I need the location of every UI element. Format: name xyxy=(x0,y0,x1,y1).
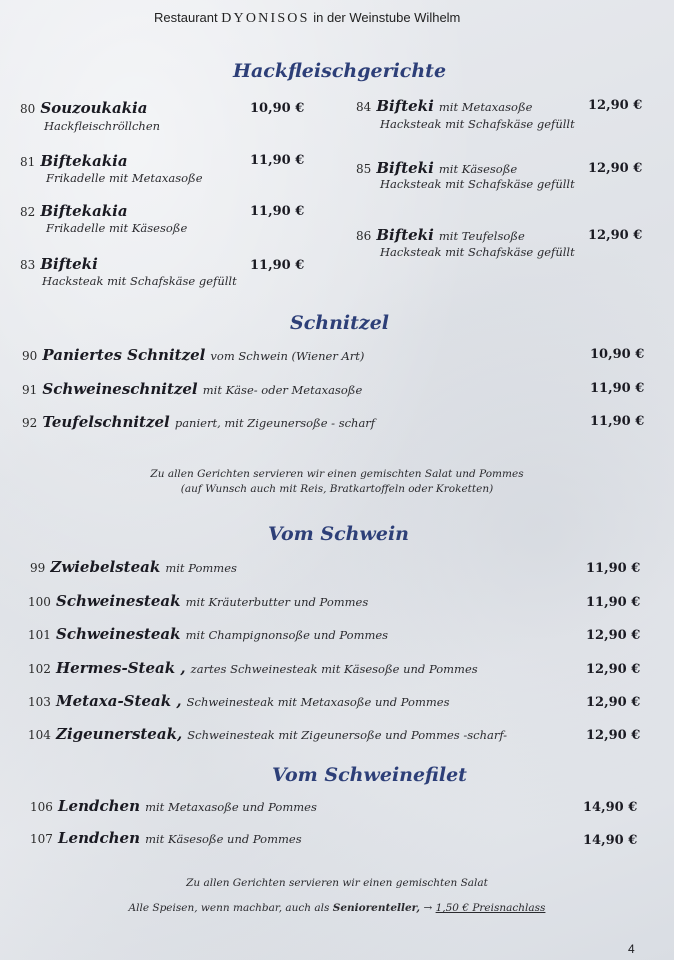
menu-item-107 xyxy=(30,828,302,847)
dish-description: Frikadelle mit Käsesoße xyxy=(46,221,188,235)
dish-name: Bifteki xyxy=(40,255,98,273)
item-number: 92 xyxy=(22,416,38,430)
menu-item-82 xyxy=(20,201,128,220)
item-number: 106 xyxy=(30,800,53,814)
dish-price: 11,90 € xyxy=(250,204,305,219)
menu-item-106 xyxy=(30,796,317,815)
restaurant-name: DYONISOS xyxy=(221,11,310,26)
dish-price: 14,90 € xyxy=(583,800,638,815)
dish-price: 10,90 € xyxy=(590,347,645,362)
dish-description: Frikadelle mit Metaxasoße xyxy=(46,171,203,185)
dish-description: Hackfleischröllchen xyxy=(44,119,161,133)
menu-item-104 xyxy=(28,724,507,743)
dish-description: mit Metaxasoße und Pommes xyxy=(145,800,317,814)
item-number: 103 xyxy=(28,695,51,709)
dish-extra: mit Metaxasoße xyxy=(438,100,533,114)
dish-name: Zwiebelsteak xyxy=(50,558,161,576)
dish-description: vom Schwein (Wiener Art) xyxy=(210,349,365,363)
dish-price: 10,90 € xyxy=(250,101,305,116)
dish-name: Biftekakia xyxy=(40,202,128,220)
item-number: 86 xyxy=(356,229,372,243)
item-number: 100 xyxy=(28,595,51,609)
side-dish-note: Zu allen Gerichten servieren wir einen gemischten Salat und Pommes xyxy=(150,468,524,480)
discount-amount: 1,50 € Preisnachlass xyxy=(435,902,546,914)
item-number: 91 xyxy=(22,383,38,397)
header-prefix: Restaurant xyxy=(154,10,218,25)
dish-description: mit Pommes xyxy=(165,561,237,575)
menu-item-101 xyxy=(28,624,388,643)
dish-price: 11,90 € xyxy=(586,595,641,610)
menu-item-91 xyxy=(22,379,362,398)
dish-price: 12,90 € xyxy=(586,662,641,677)
dish-name: Teufelschnitzel xyxy=(42,413,170,431)
senior-note-text: Alle Speisen, wenn machbar, auch als xyxy=(128,902,330,914)
menu-item-80 xyxy=(20,98,147,117)
section-title-hackfleisch: Hackfleischgerichte xyxy=(233,60,447,82)
section-title-schweinefilet: Vom Schweinefilet xyxy=(272,764,467,786)
section-title-schnitzel: Schnitzel xyxy=(290,312,390,334)
dish-description: Hacksteak mit Schafskäse gefüllt xyxy=(380,245,575,259)
menu-item-99 xyxy=(30,557,237,576)
menu-item-90 xyxy=(22,345,364,364)
menu-item-81 xyxy=(20,151,128,170)
menu-item-100 xyxy=(28,591,368,610)
menu-item-85 xyxy=(356,158,517,177)
section-title-schwein: Vom Schwein xyxy=(268,523,409,545)
dish-price: 12,90 € xyxy=(586,728,641,743)
side-dish-alternatives-note: (auf Wunsch auch mit Reis, Bratkartoffeln oder Kroketten) xyxy=(180,483,494,495)
dish-price: 11,90 € xyxy=(590,381,645,396)
item-number: 84 xyxy=(356,100,372,114)
item-number: 107 xyxy=(30,832,53,846)
dish-price: 12,90 € xyxy=(586,628,641,643)
dish-extra: mit Käsesoße xyxy=(438,162,518,176)
restaurant-header xyxy=(154,10,460,27)
dish-name: Schweinesteak xyxy=(56,592,181,610)
dish-name: Schweineschnitzel xyxy=(42,380,198,398)
dish-name: Paniertes Schnitzel xyxy=(42,346,206,364)
dish-name: Bifteki xyxy=(376,97,434,115)
item-number: 90 xyxy=(22,349,38,363)
dish-price: 12,90 € xyxy=(588,228,643,243)
arrow-icon: → xyxy=(423,902,433,914)
dish-name: Bifteki xyxy=(376,159,434,177)
item-number: 81 xyxy=(20,155,36,169)
dish-description: mit Käse- oder Metaxasoße xyxy=(202,383,363,397)
dish-description: Hacksteak mit Schafskäse gefüllt xyxy=(380,177,575,191)
menu-item-102 xyxy=(28,658,478,677)
item-number: 101 xyxy=(28,628,51,642)
item-number: 82 xyxy=(20,205,36,219)
menu-item-84 xyxy=(356,96,532,115)
dish-name: Souzoukakia xyxy=(40,99,148,117)
dish-price: 12,90 € xyxy=(588,161,643,176)
dish-price: 11,90 € xyxy=(590,414,645,429)
item-number: 83 xyxy=(20,258,36,272)
page-number: 4 xyxy=(628,942,635,956)
item-number: 102 xyxy=(28,662,51,676)
dish-description: zartes Schweinesteak mit Käsesoße und Pommes xyxy=(190,662,478,676)
dish-name: Schweinesteak xyxy=(56,625,181,643)
dish-price: 14,90 € xyxy=(583,833,638,848)
menu-item-92 xyxy=(22,412,375,431)
dish-price: 12,90 € xyxy=(586,695,641,710)
dish-description: Schweinesteak mit Zigeunersoße und Pommes -scharf- xyxy=(187,728,508,742)
dish-name: Zigeunersteak, xyxy=(56,725,183,743)
item-number: 80 xyxy=(20,102,36,116)
dish-description: mit Champignonsoße und Pommes xyxy=(185,628,389,642)
dish-price: 11,90 € xyxy=(586,561,641,576)
salad-note: Zu allen Gerichten servieren wir einen gemischten Salat xyxy=(186,877,488,889)
item-number: 99 xyxy=(30,561,46,575)
dish-name: Lendchen xyxy=(58,829,140,847)
menu-item-86 xyxy=(356,225,525,244)
dish-price: 12,90 € xyxy=(588,98,643,113)
dish-description: Schweinesteak mit Metaxasoße und Pommes xyxy=(186,695,450,709)
menu-item-83 xyxy=(20,254,98,273)
dish-description: paniert, mit Zigeunersoße - scharf xyxy=(174,416,376,430)
dish-description: mit Käsesoße und Pommes xyxy=(145,832,302,846)
senior-plate-label: Seniorenteller, xyxy=(332,902,421,914)
dish-description: Hacksteak mit Schafskäse gefüllt xyxy=(380,117,575,131)
item-number: 85 xyxy=(356,162,372,176)
dish-price: 11,90 € xyxy=(250,258,305,273)
dish-name: Bifteki xyxy=(376,226,434,244)
item-number: 104 xyxy=(28,728,51,742)
header-suffix: in der Weinstube Wilhelm xyxy=(313,10,461,25)
dish-name: Metaxa-Steak , xyxy=(56,692,182,710)
dish-description: mit Kräuterbutter und Pommes xyxy=(185,595,369,609)
dish-name: Lendchen xyxy=(58,797,140,815)
dish-description: Hacksteak mit Schafskäse gefüllt xyxy=(42,274,237,288)
dish-extra: mit Teufelsoße xyxy=(438,229,525,243)
dish-name: Biftekakia xyxy=(40,152,128,170)
dish-name: Hermes-Steak , xyxy=(56,659,186,677)
senior-discount-note xyxy=(0,902,674,914)
menu-item-103 xyxy=(28,691,449,710)
dish-price: 11,90 € xyxy=(250,153,305,168)
